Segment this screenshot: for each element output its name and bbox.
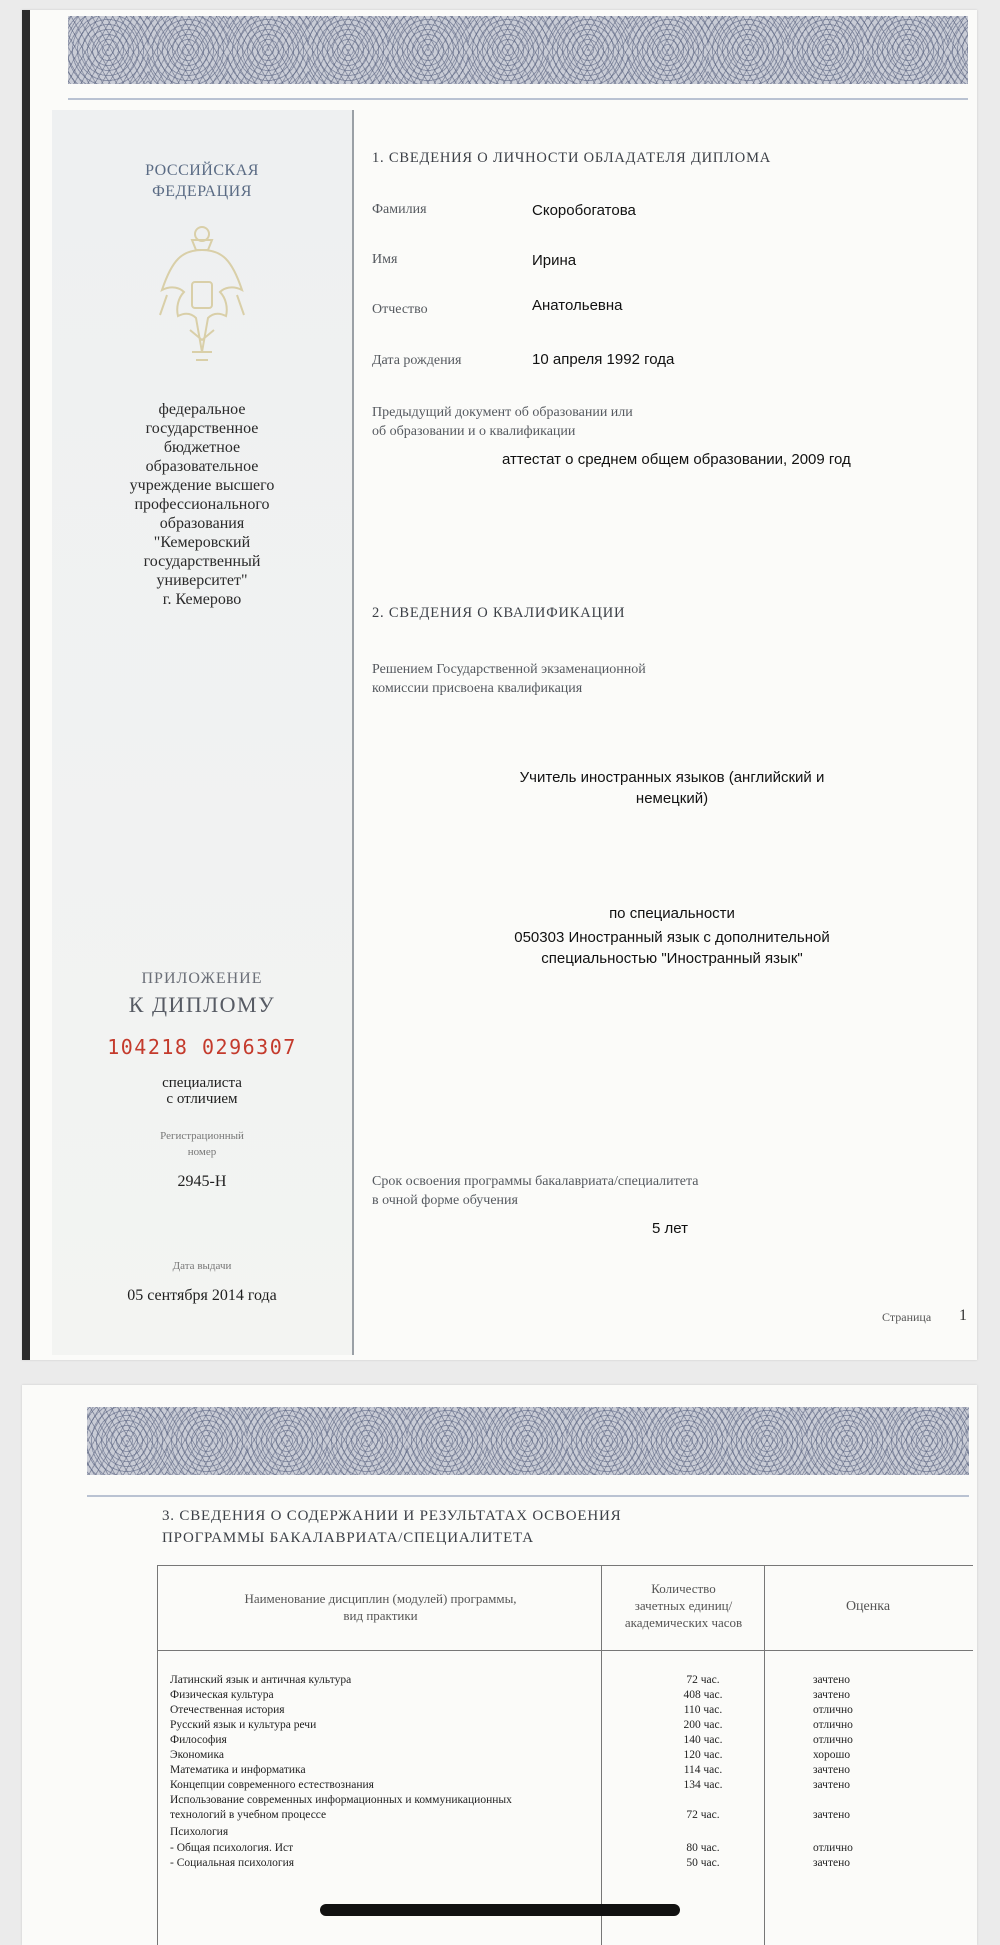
- section-2-title: 2. СВЕДЕНИЯ О КВАЛИФИКАЦИИ: [372, 605, 626, 621]
- row-grade: зачтено: [813, 1764, 851, 1776]
- left-column: [52, 110, 354, 1355]
- scan-edge: [22, 10, 30, 1360]
- institution-name: федеральное государственное бюджетное образовательное учреждение высшего профессионального образования "Кемеровский государственный университет" г. Кемерово: [129, 401, 275, 608]
- name-value: Ирина: [532, 252, 577, 269]
- surname-value: Скоробогатова: [532, 202, 636, 219]
- row-name: Использование современных информационных и коммуникационных: [170, 1794, 512, 1806]
- column-header-grade: Оценка: [845, 1599, 891, 1614]
- previous-document-value: аттестат о среднем общем образовании, 2009 год: [502, 451, 851, 468]
- row-grade: отлично: [813, 1719, 853, 1731]
- row-hours: 140 час.: [683, 1734, 723, 1746]
- coat-of-arms-icon: [152, 220, 252, 365]
- row-grade: отлично: [813, 1734, 853, 1746]
- disciplines-table: [157, 1565, 973, 1945]
- scroll-indicator[interactable]: [320, 1904, 680, 1916]
- row-name: - Социальная психология: [170, 1857, 295, 1869]
- birth-date-label: Дата рождения: [372, 353, 462, 368]
- row-name: Отечественная история: [170, 1704, 285, 1716]
- patronymic-value: Анатольевна: [532, 297, 623, 314]
- row-name: Философия: [170, 1734, 227, 1746]
- row-name: технологий в учебном процессе: [170, 1809, 327, 1821]
- column-header-hours: Количество зачетных единиц/ академических часов: [624, 1581, 743, 1630]
- row-grade: зачтено: [813, 1857, 851, 1869]
- diploma-number: 104218 0296307: [107, 1035, 297, 1059]
- row-name: Экономика: [170, 1749, 224, 1761]
- row-name: Латинский язык и античная культура: [170, 1674, 352, 1686]
- row-grade: зачтено: [813, 1689, 851, 1701]
- row-grade: хорошо: [813, 1749, 851, 1761]
- section-3-title: 3. СВЕДЕНИЯ О СОДЕРЖАНИИ И РЕЗУЛЬТАТАХ ОСВОЕНИЯ ПРОГРАММЫ БАКАЛАВРИАТА/СПЕЦИАЛИТЕТА: [162, 1508, 622, 1546]
- guilloche-border: [87, 1407, 969, 1475]
- country-name: РОССИЙСКАЯ ФЕДЕРАЦИЯ: [145, 162, 259, 200]
- page-number: 1: [959, 1307, 967, 1324]
- previous-document-label: Предыдущий документ об образовании или об образовании и о квалификации: [372, 405, 633, 439]
- row-hours: 114 час.: [683, 1764, 723, 1776]
- row-name: Психология: [170, 1826, 229, 1838]
- row-hours: 80 час.: [686, 1842, 720, 1854]
- guilloche-border: [68, 16, 968, 84]
- row-name: Математика и информатика: [170, 1764, 306, 1776]
- header-divider: [158, 1650, 973, 1651]
- row-hours: 72 час.: [686, 1809, 720, 1821]
- annex-title: ПРИЛОЖЕНИЕ: [141, 970, 263, 987]
- row-hours: 134 час.: [683, 1779, 723, 1791]
- specialty-label: по специальности: [609, 905, 735, 922]
- diploma-page-1: [22, 10, 977, 1360]
- degree-type: специалиста с отличием: [162, 1075, 242, 1107]
- row-grade: зачтено: [813, 1779, 851, 1791]
- row-hours: 50 час.: [686, 1857, 720, 1869]
- row-grade: отлично: [813, 1842, 853, 1854]
- row-hours: 110 час.: [683, 1704, 723, 1716]
- diploma-page-2: [22, 1385, 977, 1945]
- patronymic-label: Отчество: [372, 302, 428, 317]
- registration-number: 2945-Н: [177, 1173, 227, 1190]
- registration-label: Регистрационный номер: [160, 1130, 244, 1158]
- surname-label: Фамилия: [372, 202, 427, 217]
- row-hours: 408 час.: [683, 1689, 723, 1701]
- page-label: Страница: [882, 1310, 932, 1324]
- issue-date: 05 сентября 2014 года: [127, 1287, 277, 1304]
- name-label: Имя: [372, 252, 398, 267]
- issue-date-label: Дата выдачи: [172, 1260, 232, 1272]
- annex-subtitle: К ДИПЛОМУ: [128, 992, 276, 1017]
- birth-date-value: 10 апреля 1992 года: [532, 351, 675, 368]
- study-duration-label: Срок освоения программы бакалавриата/специалитета в очной форме обучения: [372, 1174, 699, 1208]
- commission-decision-label: Решением Государственной экзаменационной комиссии присвоена квалификация: [372, 662, 646, 696]
- row-hours: 200 час.: [683, 1719, 723, 1731]
- study-duration-value: 5 лет: [652, 1220, 688, 1237]
- row-hours: 120 час.: [683, 1749, 723, 1761]
- row-name: Русский язык и культура речи: [170, 1719, 317, 1731]
- guilloche-underline: [68, 98, 968, 100]
- row-name: Физическая культура: [170, 1689, 274, 1701]
- qualification-value: Учитель иностранных языков (английский и немецкий): [519, 769, 825, 807]
- row-grade: зачтено: [813, 1674, 851, 1686]
- section-1-title: 1. СВЕДЕНИЯ О ЛИЧНОСТИ ОБЛАДАТЕЛЯ ДИПЛОМА: [372, 150, 772, 166]
- row-grade: зачтено: [813, 1809, 851, 1821]
- row-name: - Общая психология. Ист: [170, 1842, 294, 1854]
- row-grade: отлично: [813, 1704, 853, 1716]
- row-hours: 72 час.: [686, 1674, 720, 1686]
- guilloche-underline: [87, 1495, 969, 1497]
- column-header-discipline: Наименование дисциплин (модулей) программы, вид практики: [244, 1591, 517, 1623]
- specialty-value: 050303 Иностранный язык с дополнительной специальностью "Иностранный язык": [514, 929, 830, 967]
- table-row: [158, 1857, 973, 1877]
- row-name: Концепции современного естествознания: [170, 1779, 374, 1791]
